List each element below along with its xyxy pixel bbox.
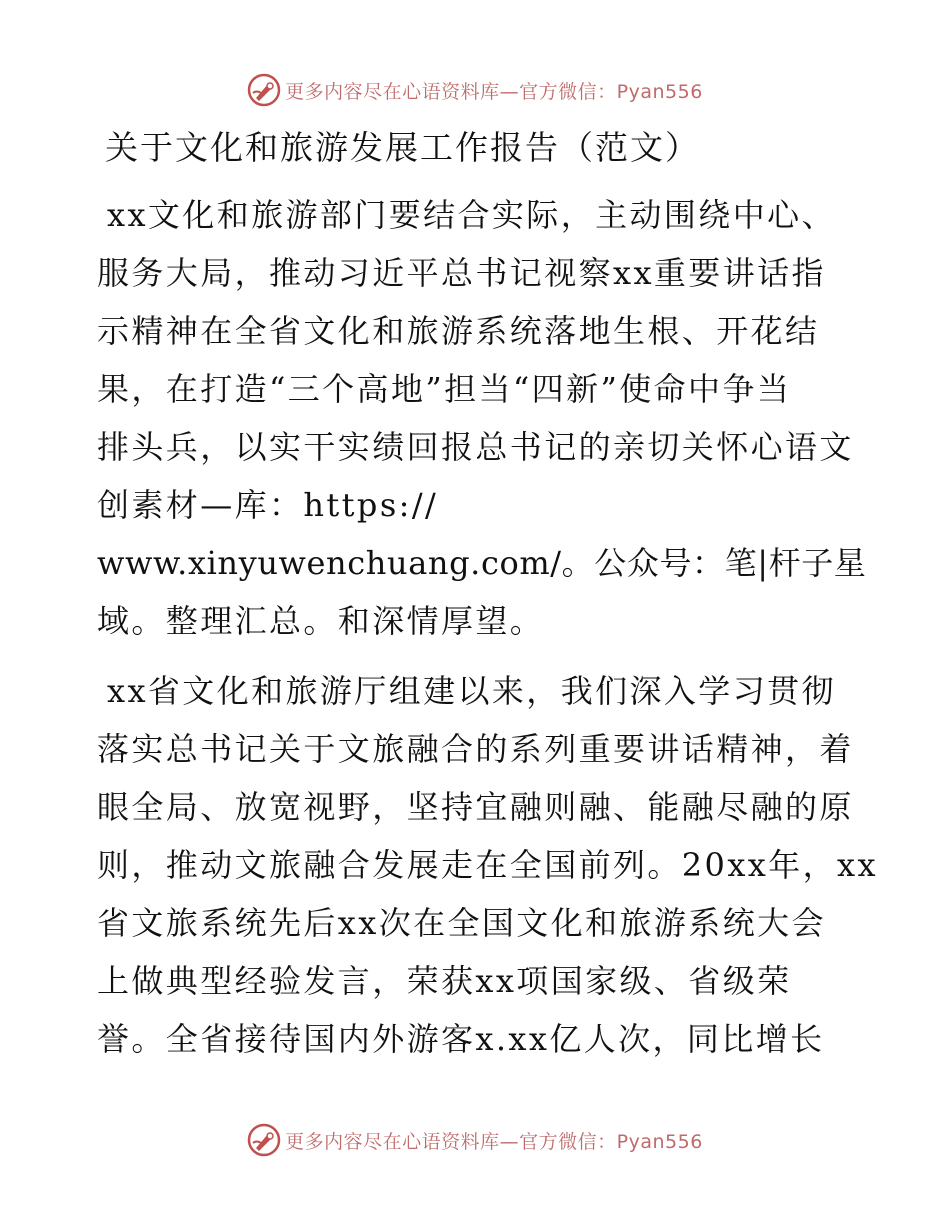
paragraph-line: 则，推动文旅融合发展走在全国前列。20xx年，xx (97, 846, 878, 884)
paragraph-line: xx文化和旅游部门要结合实际，主动围绕中心、 (107, 196, 836, 234)
paragraph-line: xx省文化和旅游厅组建以来，我们深入学习贯彻 (107, 672, 836, 710)
paragraph-line: www.xinyuwenchuang.com/。公众号：笔|杆子星 (97, 544, 867, 582)
footer-banner (0, 1120, 950, 1160)
paragraph-line: 上做典型经验发言，荣获xx项国家级、省级荣 (97, 962, 792, 1000)
paragraph-line: 省文旅系统先后xx次在全国文化和旅游系统大会 (97, 904, 826, 942)
paragraph-2 (97, 662, 878, 1068)
paragraph-line: 誉。全省接待国内外游客x.xx亿人次，同比增长 (97, 1020, 825, 1058)
document-title: 关于文化和旅游发展工作报告（范文） (105, 128, 700, 167)
paragraph-line: 眼全局、放宽视野，坚持宜融则融、能融尽融的原 (97, 788, 854, 826)
pen-nib-logo-icon (247, 1123, 281, 1157)
footer-banner-text: 更多内容尽在心语资料库—官方微信：Pyan556 (285, 1130, 703, 1153)
pen-nib-logo-icon (247, 73, 281, 107)
paragraph-line: 创素材—库：https:// (97, 486, 439, 524)
header-banner (0, 70, 950, 110)
paragraph-line: 果，在打造“三个高地”担当“四新”使命中争当 (97, 370, 792, 408)
paragraph-line: 服务大局，推动习近平总书记视察xx重要讲话指 (97, 254, 826, 292)
paragraph-line: 排头兵，以实干实绩回报总书记的亲切关怀心语文 (97, 428, 854, 466)
document-body (97, 128, 878, 1080)
paragraph-line: 示精神在全省文化和旅游系统落地生根、开花结 (97, 312, 820, 350)
paragraph-1 (97, 186, 867, 650)
paragraph-line: 落实总书记关于文旅融合的系列重要讲话精神，着 (97, 730, 854, 768)
paragraph-line: 域。整理汇总。和深情厚望。 (97, 602, 545, 640)
header-banner-text: 更多内容尽在心语资料库—官方微信：Pyan556 (285, 80, 703, 103)
